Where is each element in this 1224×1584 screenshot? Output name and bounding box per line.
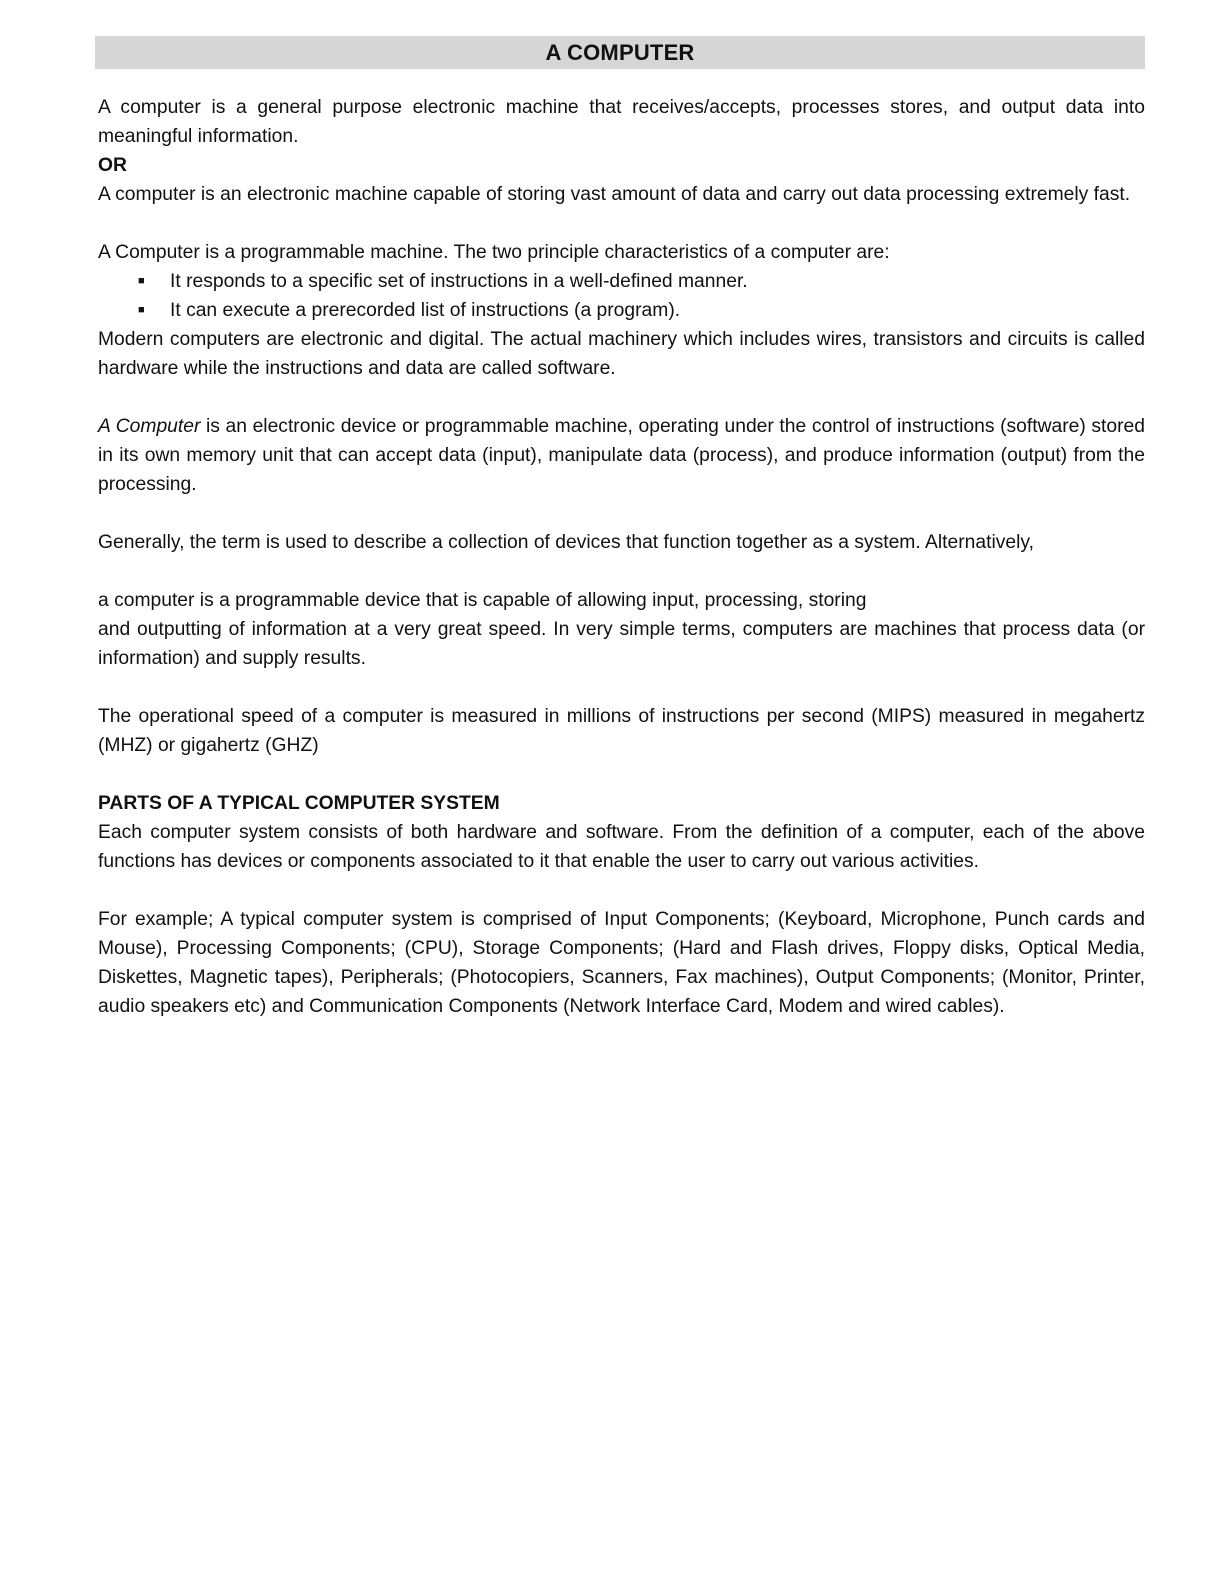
characteristics-list — [98, 267, 1145, 325]
list-item-text: It responds to a specific set of instructions in a well-defined manner. — [170, 271, 748, 292]
or-label: OR — [98, 155, 127, 176]
parts-paragraph: Each computer system consists of both hardware and software. From the definition of a computer, each of the above functions has devices or components associated to it that enable the user to carry out various activities. — [98, 822, 1145, 872]
paragraph-spacer — [98, 383, 1145, 412]
device-term: A Computer — [98, 416, 201, 437]
paragraph-spacer — [98, 876, 1145, 905]
square-bullet-icon: ■ — [138, 304, 145, 316]
programmable-intro: A Computer is a programmable machine. The two principle characteristics of a computer are: — [98, 242, 890, 263]
document-body — [95, 69, 1145, 1021]
list-item — [98, 267, 1145, 296]
paragraph-spacer — [98, 499, 1145, 528]
example-paragraph: For example; A typical computer system is comprised of Input Components; (Keyboard, Microphone, Punch cards and Mouse), Processing Components; (CPU), Storage Components; (Hard and Flash drives, Floppy disks, Optical Media, Diskettes, Magnetic tapes), Peripherals; (Photocopiers, Scanners, Fax machines), Output Components; (Monitor, Printer, audio speakers etc) and Communication Components (Network Interface Card, Modem and wired cables). — [98, 909, 1145, 1017]
speed-paragraph: The operational speed of a computer is measured in millions of instructions per second (MIPS) measured in megahertz (MHZ) or gigahertz (GHZ) — [98, 706, 1145, 756]
definition-paragraph-2: A computer is an electronic machine capable of storing vast amount of data and carry out data processing extremely fast. — [98, 184, 1131, 205]
document-page — [95, 36, 1145, 1021]
paragraph-spacer — [98, 209, 1145, 238]
list-item — [98, 296, 1145, 325]
device-definition-paragraph — [98, 412, 1145, 499]
paragraph-spacer — [98, 557, 1145, 586]
definition-paragraph-1: A computer is a general purpose electronic machine that receives/accepts, processes stores, and output data into meaningful information. — [98, 97, 1145, 147]
square-bullet-icon: ■ — [138, 275, 145, 287]
paragraph-spacer — [98, 760, 1145, 789]
modern-computers-paragraph: Modern computers are electronic and digital. The actual machinery which includes wires, transistors and circuits is called hardware while the instructions and data are called software. — [98, 329, 1145, 379]
list-item-text: It can execute a prerecorded list of instructions (a program). — [170, 300, 681, 321]
device-definition-text: is an electronic device or programmable machine, operating under the control of instructions (software) stored in its own memory unit that can accept data (input), manipulate data (process), and produce information (output) from the processing. — [98, 416, 1145, 495]
alternative-line-1: a computer is a programmable device that is capable of allowing input, processing, storing — [98, 590, 867, 611]
page-title: A COMPUTER — [95, 36, 1145, 69]
paragraph-spacer — [98, 673, 1145, 702]
alternative-paragraph: and outputting of information at a very great speed. In very simple terms, computers are machines that process data (or information) and supply results. — [98, 619, 1145, 669]
generally-paragraph: Generally, the term is used to describe a collection of devices that function together as a system. Alternatively, — [98, 532, 1034, 553]
section-heading: PARTS OF A TYPICAL COMPUTER SYSTEM — [98, 793, 500, 814]
